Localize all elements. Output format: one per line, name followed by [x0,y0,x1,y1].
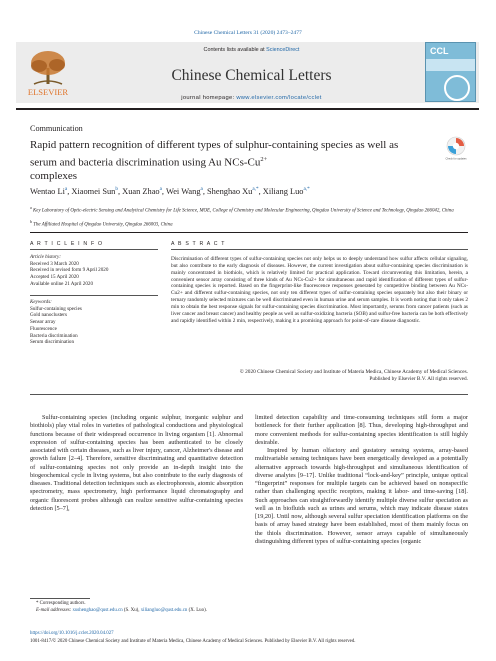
affiliation-b-text: The Affiliated Hospital of Qingdao University, Qingdao 266003, China [33,222,173,228]
crossmark-label: Check for updates [445,157,467,161]
cover-emblem [444,75,470,101]
keyword-item: Gold nanoclusters [30,312,67,319]
author-affiliation-marker[interactable]: b [115,186,118,192]
crossmark-icon[interactable] [445,136,467,164]
journal-homepage-line [80,95,423,101]
history-revised: Received in revised form 9 April 2020 [30,267,109,274]
affiliation-a-marker: a [30,205,32,210]
keywords-block [30,299,158,346]
email-link-luo[interactable]: xiliangluo@qust.edu.cn [140,608,188,613]
article-info-heading: A R T I C L E I N F O [30,241,104,247]
keywords-label: Keywords: [30,299,52,305]
author-name[interactable]: Xuan Zhao [122,186,160,196]
abstract-rule [171,249,468,250]
body-right-column [255,414,468,546]
homepage-link[interactable]: www.elsevier.com/locate/cclet [236,95,322,101]
abstract-heading: A B S T R A C T [171,241,226,247]
keyword-item: Serum discrimination [30,339,74,346]
footnote-rule [30,598,90,599]
author-name[interactable]: Shenghao Xu [207,186,253,196]
keyword-item: Bacteria discrimination [30,332,78,339]
affiliation-b-marker: b [30,219,32,224]
email-link-xu[interactable]: xushenghao@qust.edu.cn [72,608,123,613]
journal-reference[interactable]: Chinese Chemical Letters 31 (2020) 2473–2477 [194,30,302,36]
footnote-emails [36,608,251,614]
author-affiliation-marker[interactable]: a,* [252,186,259,192]
author-separator: , [117,186,123,196]
abstract-copyright [171,369,468,383]
doi-link[interactable]: https://doi.org/10.1016/j.cclet.2020.04.027 [30,631,114,636]
author-affiliation-marker[interactable]: a [64,186,68,192]
history-accepted: Accepted 15 April 2020 [30,274,79,281]
author-name[interactable]: Wentao Li [30,186,65,196]
affiliation-a-text: Key Laboratory of Optic-electric Sensing and Analytical Chemistry for Life Science, MOE, College of Chemistry and Molecular Engineering, Qingdao University of Science and Technology, Qingdao 266042, China [33,208,454,214]
author-separator: , [258,186,263,196]
history-rule [30,295,158,296]
author-affiliation-marker[interactable]: a [200,186,203,192]
elsevier-wordmark: ELSEVIER [27,87,69,97]
history-received: Received 3 March 2020 [30,260,79,267]
history-label: Article history: [30,254,61,260]
article-info-rule [30,249,158,250]
cover-band [426,59,475,71]
body-left-paragraph: Sulfur-containing species (including organic sulphur, inorganic sulphur and biothiols) play vital roles in varieties of pathological conductions and physiological functions because of their widespread occurrence in living organism [1]. Abnormal expression of sulfur-containing species has been authenticated to be closely associated with certain diseases, such as liver injury, cancer, Alzheimer's disease and growth failure [2–4]. Therefore, sensitive discriminating and quantitative detection of sulfur-containing species not only provide an in-depth insight into the biogeochemical cycle in living systems, but also contribute to the early diagnosis of diseases. Traditional detection techniques such as electrophoresis, atomic absorption spectrometry, mass spectrometry, high performance liquid chromatography and organic fluorescent probes although can realize sensitive sulfur-containing species detection [5–7], [30,414,243,512]
masthead-rule [16,108,479,110]
footnote-corresponding: * Corresponding authors. [36,601,86,606]
author-affiliation-marker[interactable]: a,* [303,186,310,192]
copyright-line-2: Published by Elsevier B.V. All rights reserved. [369,375,468,382]
homepage-prefix: journal homepage: [181,95,237,101]
contents-prefix: Contents lists available at [203,47,267,53]
title-end: complexes [30,169,78,182]
author-list [30,186,470,196]
body-right-paragraph-2: Inspired by human olfactory and gustatory sensing systems, array-based multivariable sensing techniques have been energetically developed as a potentially alternative approach towards high-throughput and simultaneous identification of diverse analytes [9–17]. Unlike traditional “lock-and-key” principle, unique optical “fingerprint” responses for multiple targets can be achieved based on nonspecific rather than challenging specific receptors, making it labor- and time-saving [18]. Such approaches can straightforwardly identify multiple diverse sulfur speciation as well as in biofluids such as urines and serums, which may indicate disease states [19,20]. Until now, although several sulfur speciation identification platforms on the basis of array based strategy have been established, most of them mainly focus on the thiols discrimination. However, sensor arrays capable of simultaneously distinguishing different types of sulfur-containing species (organic [255,447,468,545]
issn-copyright-line: 1001-8417/© 2020 Chinese Chemical Society and Institute of Materia Medica, Chinese Academy of Medical Sciences. Published by Elsevier B.V. All rights reserved. [30,639,356,644]
title-main: Rapid pattern recognition of different types of sulphur-containing species as well as serum and bacteria discrimination using Au NCs-Cu [30,139,399,169]
elsevier-tree-logo [20,44,76,100]
abstract-bottom-rule [30,394,468,395]
author-separator: , [67,186,72,196]
abstract-text: Discrimination of different types of sulfur-containing species not only helps us to deeply understand how sulfur affects cellular signaling, but also contribute to the early diagnosis of diseases. However, the current investigation about sulfur-containing species discrimination is mainly concentrated in biothiols, which is relatively limited for practical application. Toward circumventing this limitation, herein, a convenient sensor array consisting of three kinds of Au NCs-Cu2+ for simultaneous and rapid identification of different types of sulfur-containing species is reported. Based on the fingerprint-like fluorescence responses generated by competitive binding between Au NCs-Cu2+ and different sulfur-containing species, not only ten different types of sulfur-containing species separately but also their binary or ternary randomly selected mixtures can be well discriminated even in human urine and serum samples. It is worth noting that it only takes 2 min to obtain the best response signals for sulfur-containing species discrimination. Most importantly, serums from cancer patients (such as liver cancer and breast cancer) and healthy people as well as sulfur-oxidizing bacteria (SOB) and sulfur-free bacteria can be both effectively and rapidly identified within 2 min, respectively, making it a promising approach for point-of-care disease diagnostic. [171,256,468,324]
emails-label: E-mail addresses: [36,608,73,613]
affiliation-b [30,219,470,229]
author-name[interactable]: Xiliang Luo [262,186,304,196]
sciencedirect-link[interactable]: ScienceDirect [266,47,300,53]
author-separator: , [202,186,208,196]
email-owner-xu: (S. Xu), [122,608,141,613]
article-history [30,254,158,288]
article-section: Communication [30,124,83,133]
copyright-line-1: © 2020 Chinese Chemical Society and Institute of Materia Medica, Chinese Academy of Medical Sciences. [239,369,468,375]
author-name[interactable]: Xiaomei Sun [71,186,116,196]
cover-badge: CCL [430,46,449,56]
keyword-item: Sensor array [30,319,56,326]
journal-title: Chinese Chemical Letters [171,67,332,84]
author-separator: , [161,186,166,196]
title-superscript: 2+ [260,155,268,163]
affiliation-a [30,205,470,215]
contents-line [80,47,423,53]
email-owner-luo: (X. Luo). [187,608,207,613]
journal-cover-thumbnail[interactable] [425,42,476,102]
author-name[interactable]: Wei Wang [165,186,201,196]
header-divider [30,232,468,233]
author-affiliation-marker[interactable]: a [159,186,162,192]
article-title [30,139,420,183]
keyword-item: Sulfur-containing species [30,305,82,312]
keyword-item: Fluorescence [30,325,57,332]
body-right-paragraph-1: limited detection capability and time-consuming techniques still form a major bottleneck for their further application [8]. Thus, developing high-throughput and more convenient methods for sulfur-containing species identification is still highly desirable. [255,414,468,446]
history-online: Available online 21 April 2020 [30,280,93,287]
